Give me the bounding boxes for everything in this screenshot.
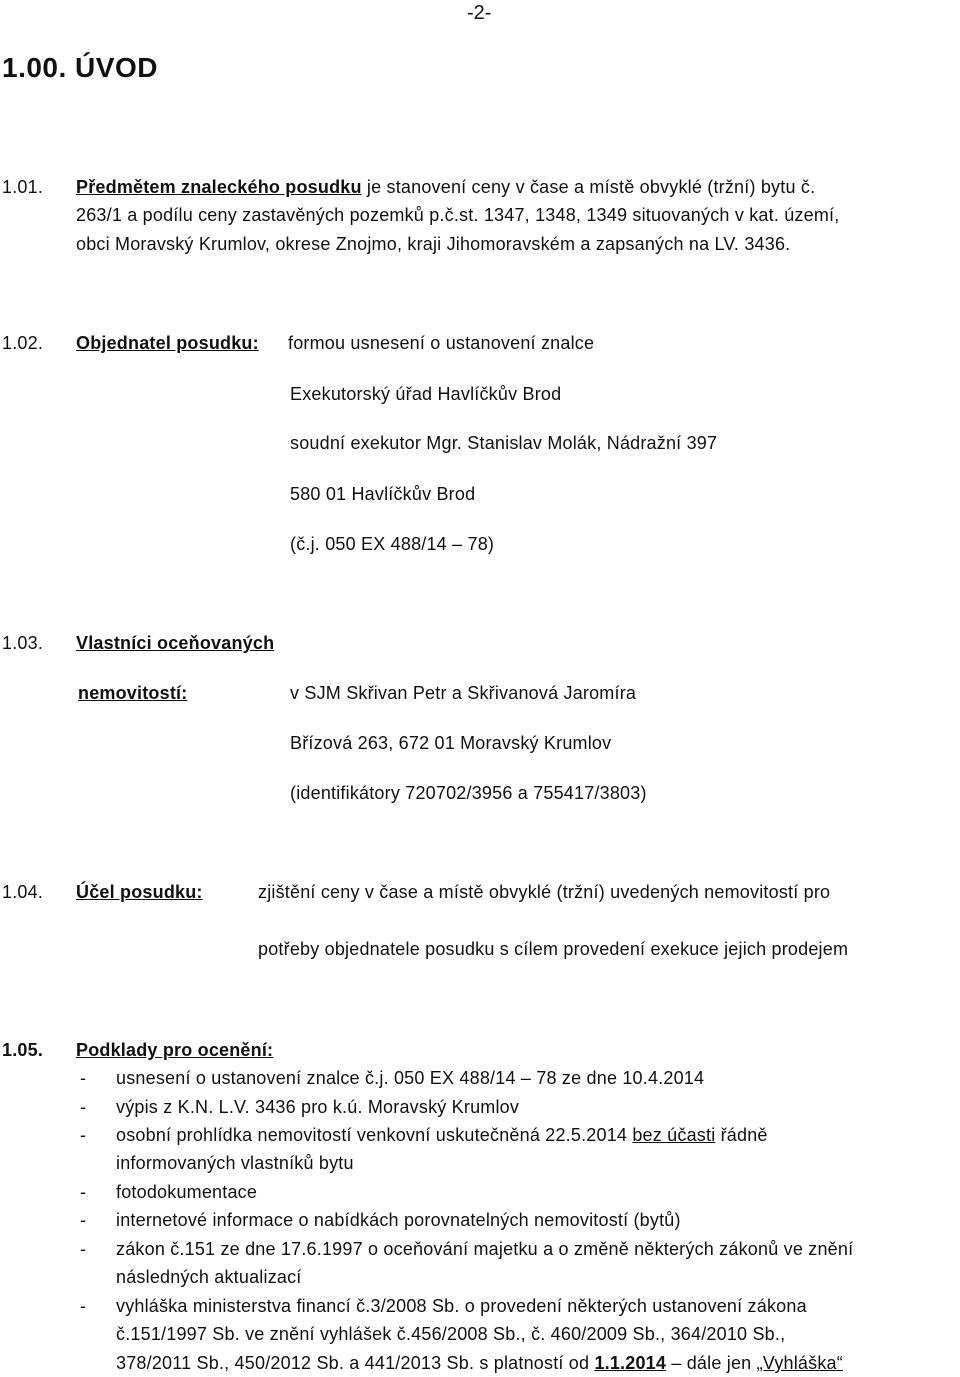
- source-item-2: výpis z K.N. L.V. 3436 pro k.ú. Moravský Krumlov: [116, 1097, 520, 1117]
- source-item-3-tail: řádně: [720, 1125, 768, 1145]
- bullet-dash: -: [80, 1239, 87, 1259]
- purpose-line-2: potřeby objednatele posudku s cílem provedení exekuce jejich prodejem: [258, 939, 849, 959]
- section-1-01-label: Předmětem znaleckého posudku: [76, 177, 362, 197]
- section-number-1-05: 1.05.: [2, 1040, 44, 1060]
- section-1-01-line1: [76, 176, 815, 198]
- purpose-line-1: zjištění ceny v čase a místě obvyklé (tržní) uvedených nemovitostí pro: [258, 882, 831, 902]
- orderer-line-2: Exekutorský úřad Havlíčkův Brod: [290, 384, 562, 404]
- orderer-line-1: formou usnesení o ustanovení znalce: [288, 333, 595, 353]
- page-number: -2-: [467, 2, 492, 24]
- section-number-1-04: 1.04.: [2, 882, 44, 902]
- source-item-4: fotodokumentace: [116, 1182, 258, 1202]
- bullet-dash: -: [80, 1097, 87, 1117]
- bullet-dash: -: [80, 1210, 87, 1230]
- owner-line-1: v SJM Skřivan Petr a Skřivanová Jaromíra: [290, 683, 637, 703]
- orderer-line-4: 580 01 Havlíčkův Brod: [290, 484, 476, 504]
- bullet-dash: -: [80, 1125, 87, 1145]
- section-1-04-label: Účel posudku:: [76, 882, 203, 902]
- section-1-05-label: Podklady pro ocenění:: [76, 1040, 274, 1060]
- source-item-7-date: 1.1.2014: [594, 1353, 667, 1373]
- section-number-1-01: 1.01.: [2, 177, 44, 197]
- section-1-03-label-2: nemovitostí:: [78, 683, 188, 703]
- source-item-7: vyhláška ministerstva financí č.3/2008 Sb. o provedení některých ustanovení zákona: [116, 1296, 807, 1316]
- owner-line-3: (identifikátory 720702/3956 a 755417/3803): [290, 783, 647, 803]
- section-1-01-line2: 263/1 a podílu ceny zastavěných pozemků p.č.st. 1347, 1348, 1349 situovaných v kat. území,: [76, 205, 840, 225]
- source-item-3-cont: informovaných vlastníků bytu: [116, 1153, 354, 1173]
- section-1-01-line3: obci Moravský Krumlov, okrese Znojmo, kraji Jihomoravském a zapsaných na LV. 3436.: [76, 234, 791, 254]
- section-1-03-label-1: Vlastníci oceňovaných: [76, 633, 275, 653]
- source-item-5: internetové informace o nabídkách porovnatelných nemovitostí (bytů): [116, 1210, 681, 1230]
- source-item-7-dale: – dále jen: [671, 1353, 752, 1373]
- source-item-1: usnesení o ustanovení znalce č.j. 050 EX 488/14 – 78 ze dne 10.4.2014: [116, 1068, 705, 1088]
- section-number-1-03: 1.03.: [2, 633, 44, 653]
- source-item-6: zákon č.151 ze dne 17.6.1997 o oceňování majetku a o změně některých zákonů ve znění: [116, 1239, 854, 1259]
- orderer-line-5: (č.j. 050 EX 488/14 – 78): [290, 534, 495, 554]
- source-item-3-text: osobní prohlídka nemovitostí venkovní uskutečněná 22.5.2014: [116, 1125, 628, 1145]
- bullet-dash: -: [80, 1182, 87, 1202]
- chapter-title: 1.00. ÚVOD: [2, 52, 158, 83]
- source-item-7-vyhlaska: „Vyhláška“: [756, 1353, 843, 1373]
- source-item-6-cont: následných aktualizací: [116, 1267, 302, 1287]
- source-item-7-cont-1: č.151/1997 Sb. ve znění vyhlášek č.456/2008 Sb., č. 460/2009 Sb., 364/2010 Sb.,: [116, 1324, 786, 1344]
- orderer-line-3: soudní exekutor Mgr. Stanislav Molák, Nádražní 397: [290, 433, 718, 453]
- section-1-01-text1: je stanovení ceny v čase a místě obvyklé (tržní) bytu č.: [366, 177, 816, 197]
- source-item-7-cont-2: [116, 1352, 843, 1374]
- section-1-02-label: Objednatel posudku:: [76, 333, 259, 353]
- section-number-1-02: 1.02.: [2, 333, 44, 353]
- source-item-3-underlined: bez účasti: [632, 1125, 716, 1145]
- bullet-dash: -: [80, 1296, 87, 1316]
- bullet-dash: -: [80, 1068, 87, 1088]
- source-item-3: [116, 1124, 768, 1146]
- source-item-7-text: 378/2011 Sb., 450/2012 Sb. a 441/2013 Sb. s platností od: [116, 1353, 590, 1373]
- owner-line-2: Břízová 263, 672 01 Moravský Krumlov: [290, 733, 612, 753]
